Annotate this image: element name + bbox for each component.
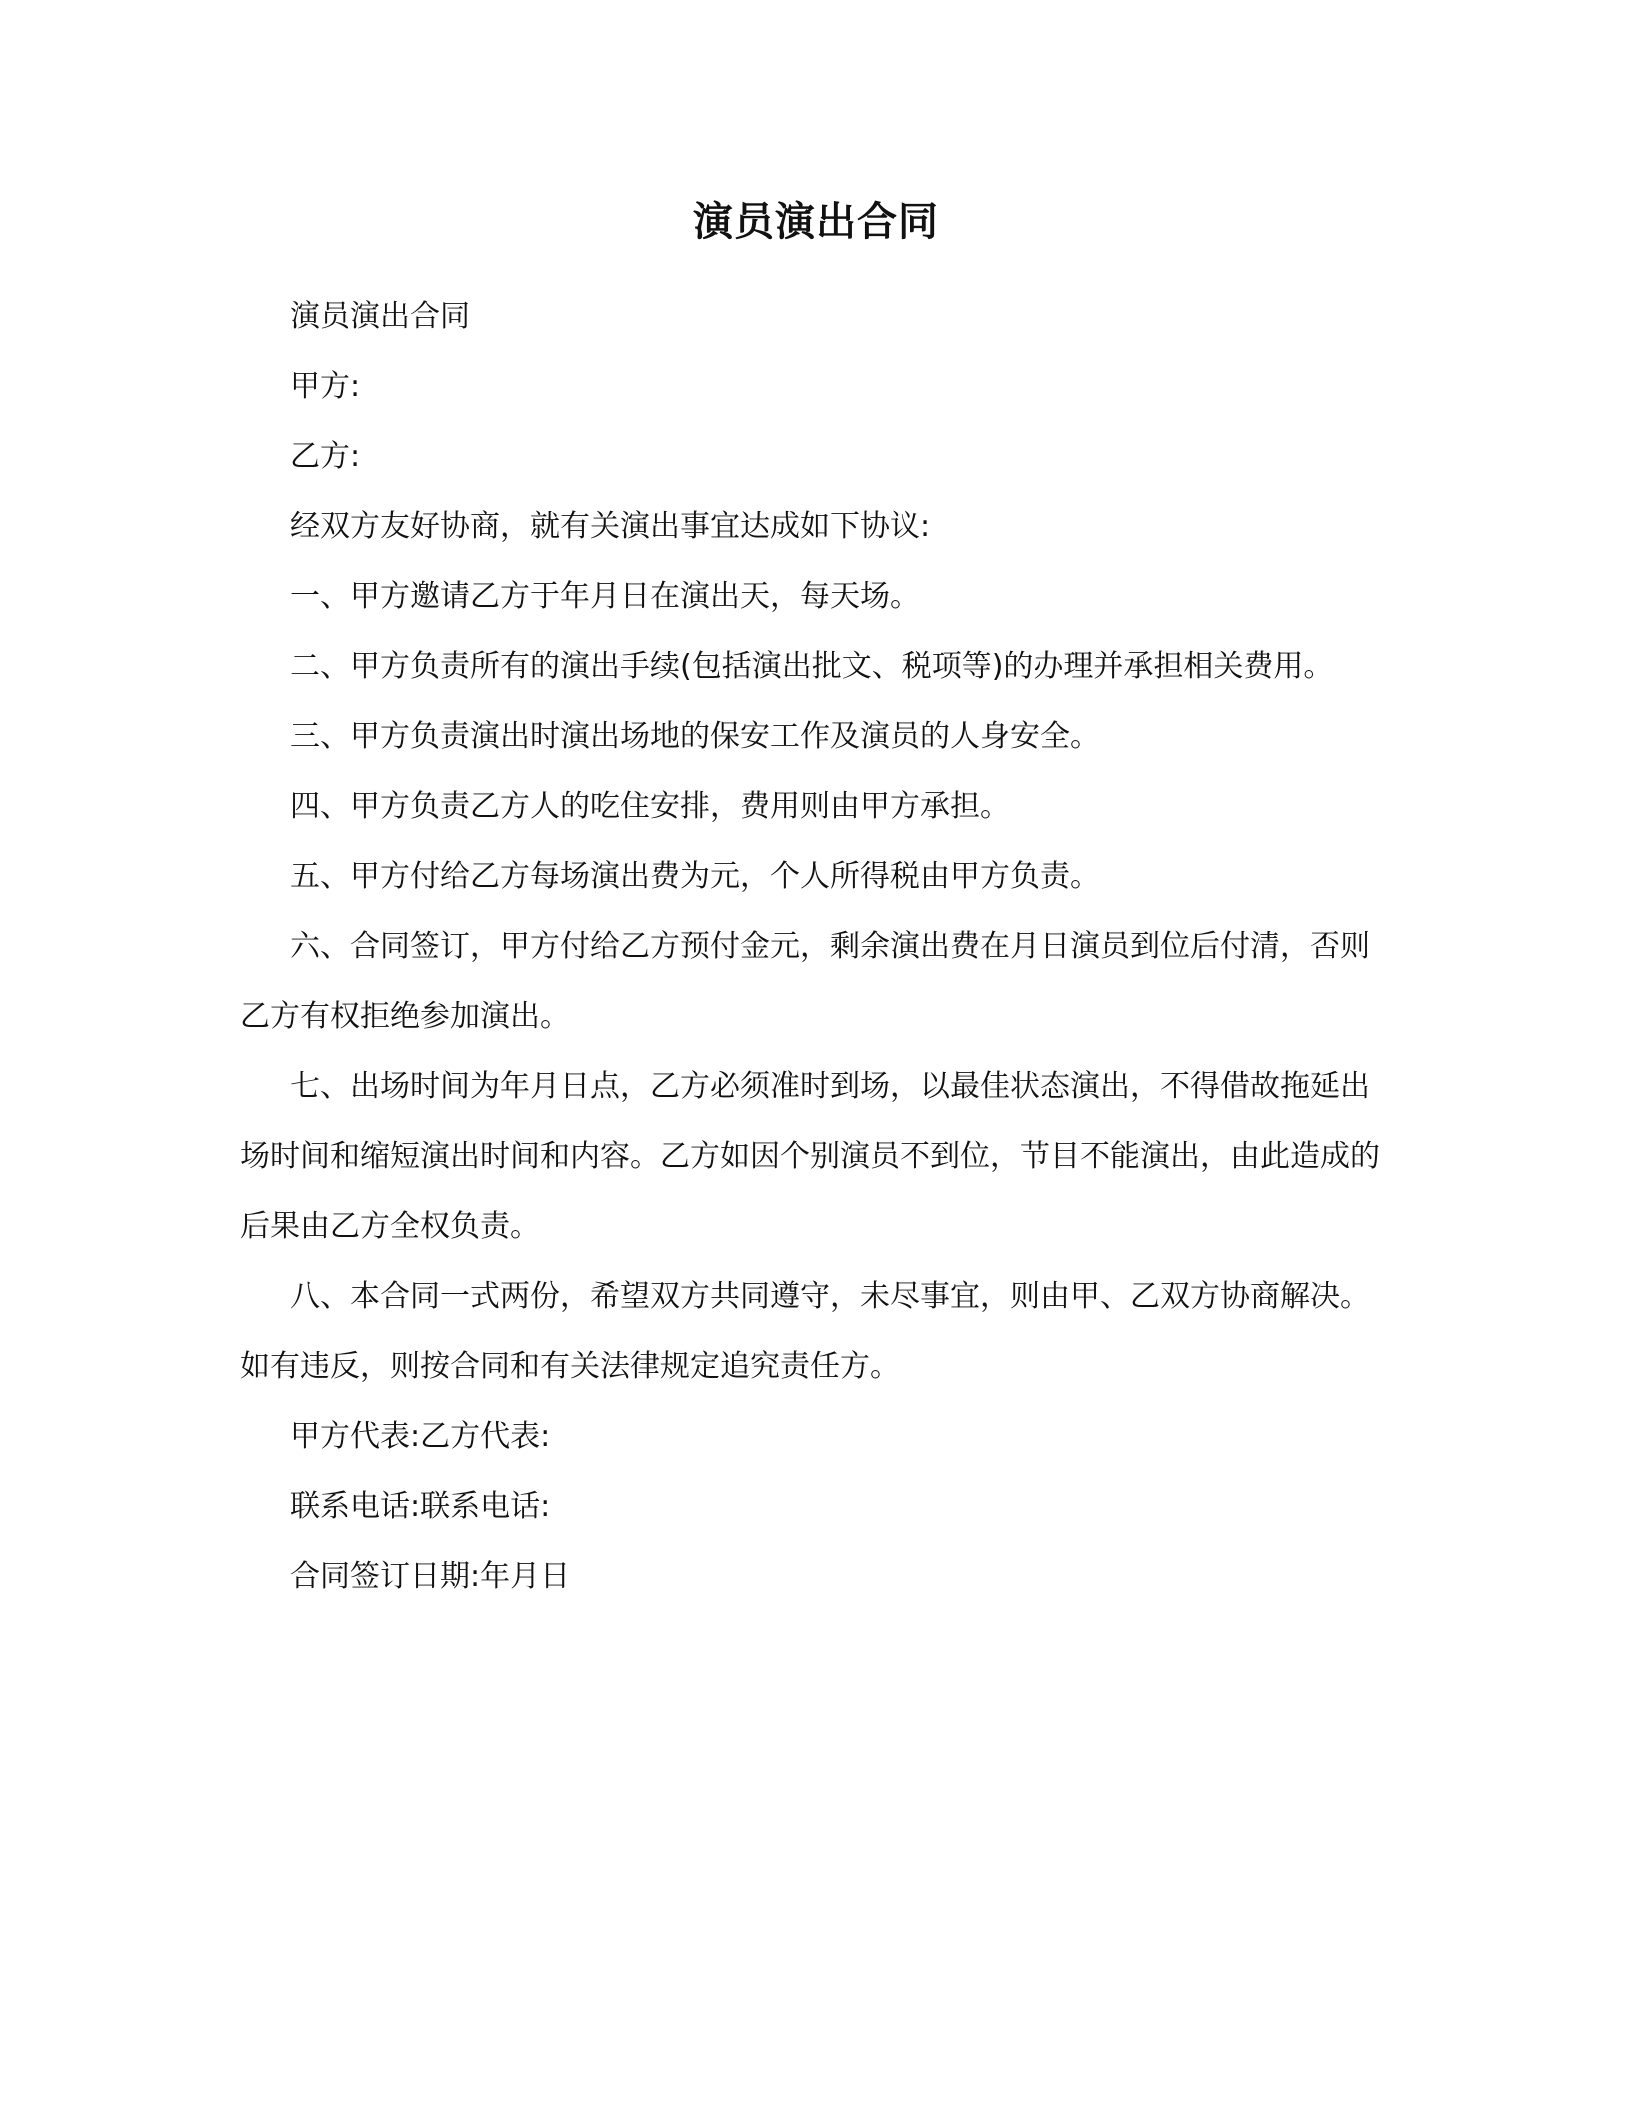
paragraph-heading: 演员演出合同 [290,299,470,334]
paragraph-party-b: 乙方: [290,439,361,474]
signature-representatives: 甲方代表:乙方代表: [290,1419,551,1454]
clause-2: 二、甲方负责所有的演出手续(包括演出批文、税项等)的办理并承担相关费用。 [290,649,1334,684]
clause-3: 三、甲方负责演出时演出场地的保安工作及演员的人身安全。 [290,719,1100,754]
document-body [240,282,1380,1612]
signature-phones: 联系电话:联系电话: [290,1489,551,1524]
document-title: 演员演出合同 [693,199,939,245]
paragraph-party-a: 甲方: [290,369,361,404]
clause-1: 一、甲方邀请乙方于年月日在演出天，每天场。 [290,579,920,614]
paragraph-preamble: 经双方友好协商，就有关演出事宜达成如下协议: [290,509,931,544]
clause-4: 四、甲方负责乙方人的吃住安排，费用则由甲方承担。 [290,789,1010,824]
clause-6: 六、合同签订，甲方付给乙方预付金元，剩余演出费在月日演员到位后付清，否则乙方有权拒绝参加演出。 [240,929,1370,1034]
signature-date: 合同签订日期:年月日 [290,1559,571,1594]
clause-7: 七、出场时间为年月日点，乙方必须准时到场，以最佳状态演出，不得借故拖延出场时间和缩短演出时间和内容。乙方如因个别演员不到位，节目不能演出，由此造成的后果由乙方全权负责。 [240,1069,1380,1244]
clause-8: 八、本合同一式两份，希望双方共同遵守，未尽事宜，则由甲、乙双方协商解决。如有违反，则按合同和有关法律规定追究责任方。 [240,1279,1370,1384]
clause-5: 五、甲方付给乙方每场演出费为元，个人所得税由甲方负责。 [290,859,1100,894]
